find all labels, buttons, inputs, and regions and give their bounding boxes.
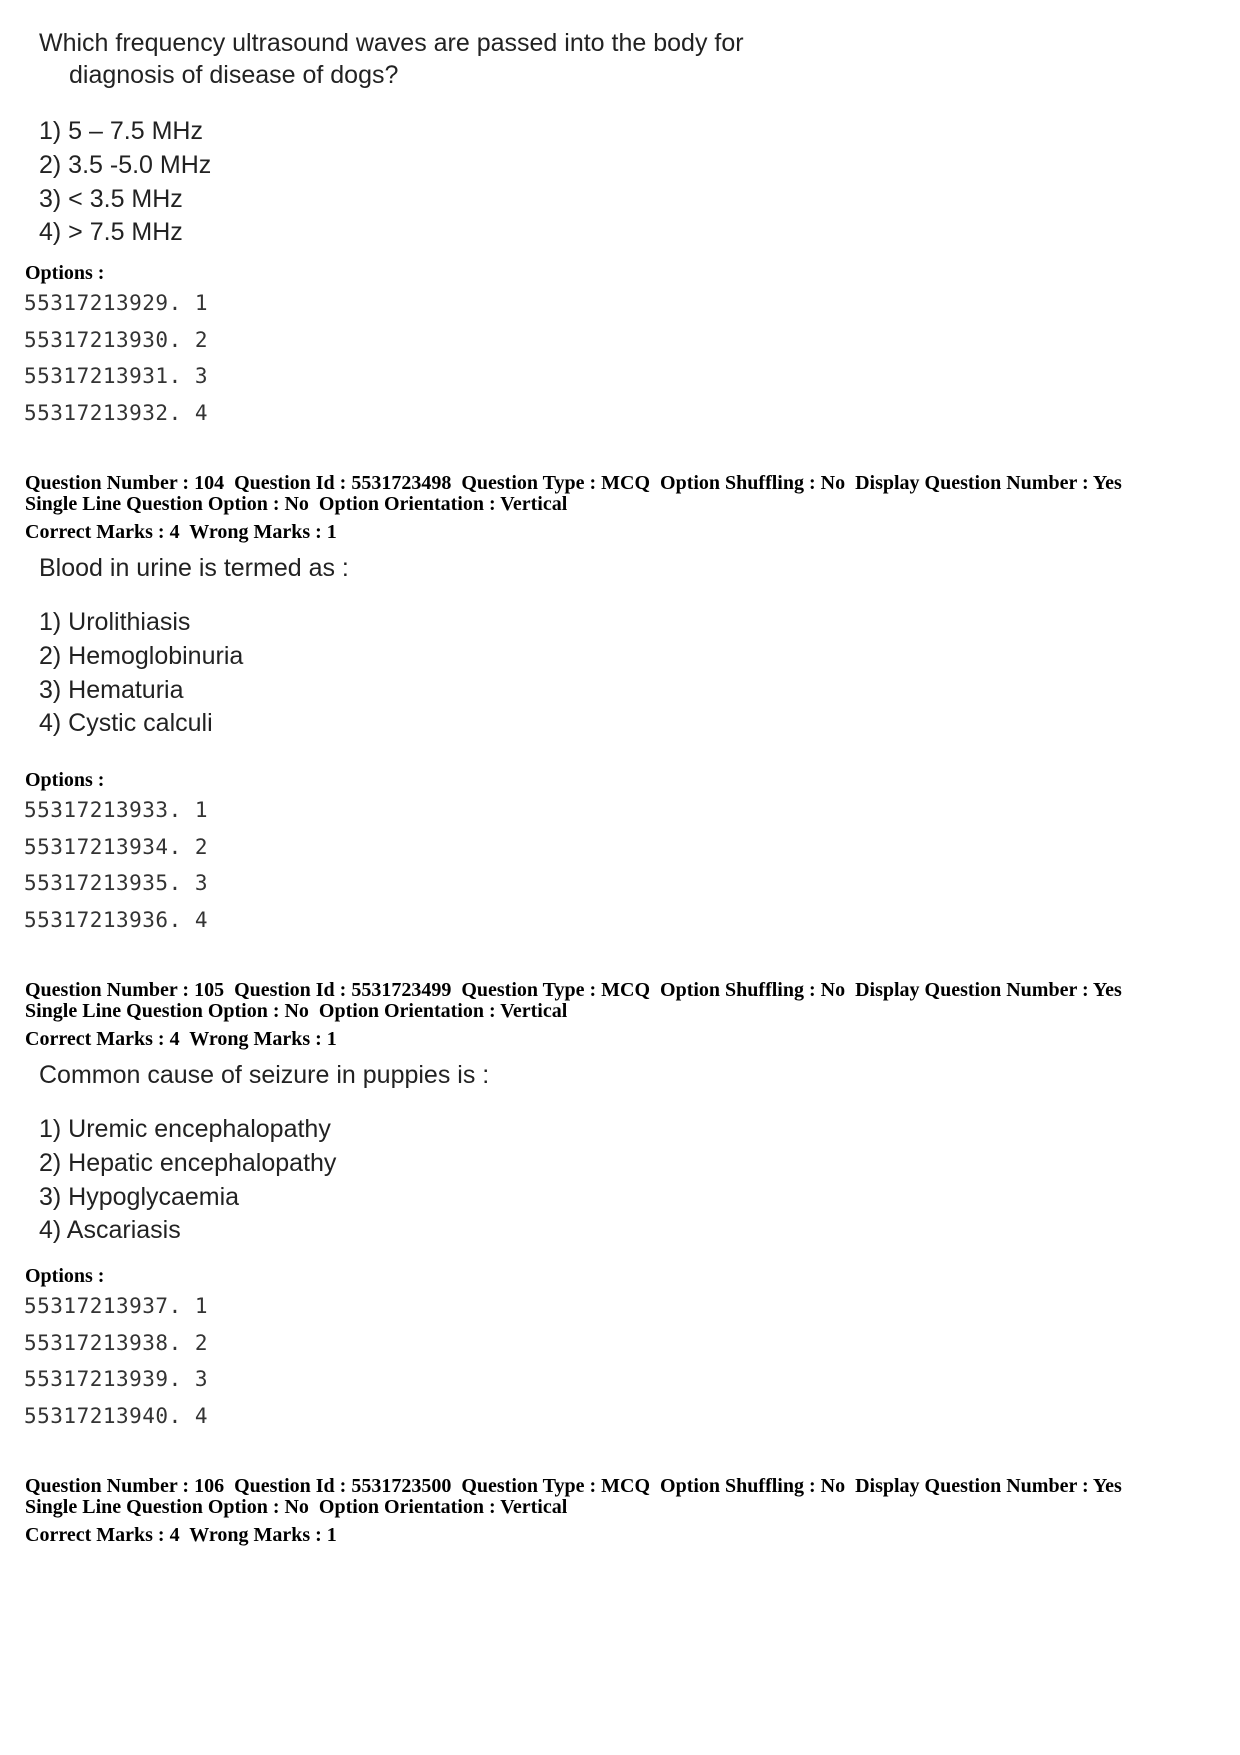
choice-item: 4) > 7.5 MHz <box>39 218 183 246</box>
option-row: 55317213938. 2 <box>24 1331 209 1355</box>
choice-item: 4) Ascariasis <box>39 1216 181 1244</box>
choice-item: 1) Urolithiasis <box>39 608 191 636</box>
options-label: Options : <box>25 262 105 284</box>
question-meta-line2: Single Line Question Option : No Option Orientation : Vertical <box>25 1496 568 1518</box>
option-row: 55317213936. 4 <box>24 908 209 932</box>
marks-line: Correct Marks : 4 Wrong Marks : 1 <box>25 521 337 543</box>
options-label: Options : <box>25 769 105 791</box>
choice-item: 1) Uremic encephalopathy <box>39 1115 331 1143</box>
choice-item: 3) Hematuria <box>39 676 184 704</box>
option-row: 55317213929. 1 <box>24 291 209 315</box>
option-row: 55317213933. 1 <box>24 798 209 822</box>
question-meta: Question Number : 104 Question Id : 5531723498 Question Type : MCQ Option Shuffling : No Display Question Number : Yes <box>25 472 1122 494</box>
question-stem-continuation: diagnosis of disease of dogs? <box>69 61 399 89</box>
question-meta-line2: Single Line Question Option : No Option Orientation : Vertical <box>25 493 568 515</box>
question-meta: Question Number : 105 Question Id : 5531723499 Question Type : MCQ Option Shuffling : No Display Question Number : Yes <box>25 979 1122 1001</box>
choice-item: 2) Hemoglobinuria <box>39 642 244 670</box>
choice-item: 3) < 3.5 MHz <box>39 185 183 213</box>
option-row: 55317213935. 3 <box>24 871 209 895</box>
question-stem: Which frequency ultrasound waves are passed into the body for <box>39 29 744 57</box>
options-label: Options : <box>25 1265 105 1287</box>
marks-line: Correct Marks : 4 Wrong Marks : 1 <box>25 1028 337 1050</box>
choice-item: 3) Hypoglycaemia <box>39 1183 240 1211</box>
question-stem: Blood in urine is termed as : <box>39 554 349 582</box>
question-meta: Question Number : 106 Question Id : 5531723500 Question Type : MCQ Option Shuffling : No Display Question Number : Yes <box>25 1475 1122 1497</box>
question-stem: Common cause of seizure in puppies is : <box>39 1061 490 1089</box>
choice-item: 4) Cystic calculi <box>39 709 213 737</box>
option-row: 55317213932. 4 <box>24 401 209 425</box>
choice-item: 1) 5 – 7.5 MHz <box>39 117 203 145</box>
choice-item: 2) Hepatic encephalopathy <box>39 1149 337 1177</box>
option-row: 55317213930. 2 <box>24 328 209 352</box>
question-meta-line2: Single Line Question Option : No Option Orientation : Vertical <box>25 1000 568 1022</box>
option-row: 55317213940. 4 <box>24 1404 209 1428</box>
marks-line: Correct Marks : 4 Wrong Marks : 1 <box>25 1524 337 1546</box>
option-row: 55317213937. 1 <box>24 1294 209 1318</box>
option-row: 55317213931. 3 <box>24 364 209 388</box>
option-row: 55317213939. 3 <box>24 1367 209 1391</box>
option-row: 55317213934. 2 <box>24 835 209 859</box>
choice-item: 2) 3.5 -5.0 MHz <box>39 151 212 179</box>
